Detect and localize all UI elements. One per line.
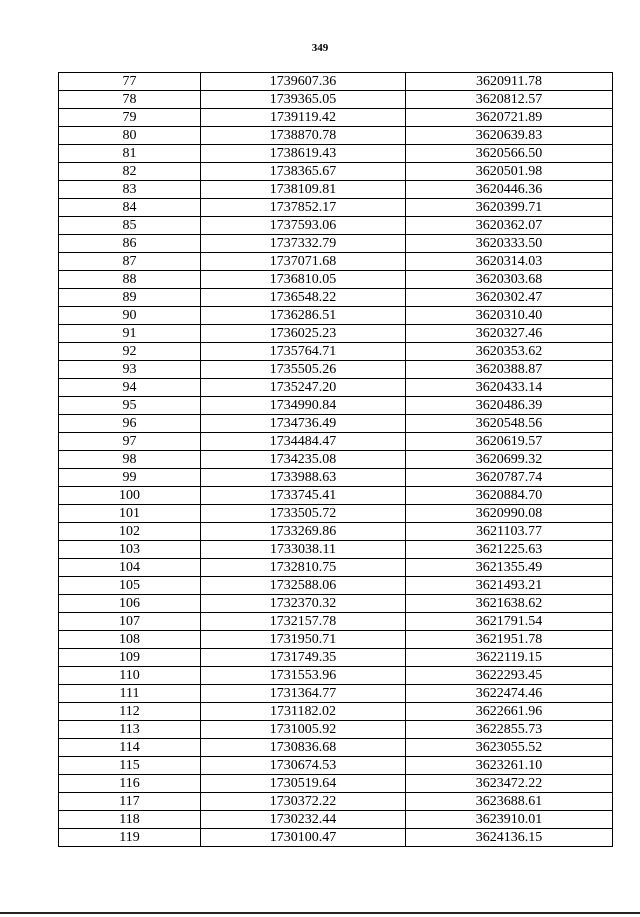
- point-number-cell: 114: [59, 739, 201, 757]
- table-row: [59, 181, 613, 199]
- point-number-cell: 80: [59, 127, 201, 145]
- y-coordinate-cell: 3620486.39: [406, 397, 613, 415]
- table-row: [59, 379, 613, 397]
- table-row: [59, 271, 613, 289]
- x-coordinate-cell: 1734484.47: [201, 433, 406, 451]
- point-number-cell: 116: [59, 775, 201, 793]
- point-number-cell: 113: [59, 721, 201, 739]
- point-number-cell: 81: [59, 145, 201, 163]
- table-row: [59, 253, 613, 271]
- table-row: [59, 145, 613, 163]
- y-coordinate-cell: 3621493.21: [406, 577, 613, 595]
- table-row: [59, 289, 613, 307]
- y-coordinate-cell: 3623910.01: [406, 811, 613, 829]
- table-row: [59, 235, 613, 253]
- y-coordinate-cell: 3621103.77: [406, 523, 613, 541]
- point-number-cell: 78: [59, 91, 201, 109]
- table-row: [59, 217, 613, 235]
- point-number-cell: 79: [59, 109, 201, 127]
- x-coordinate-cell: 1733745.41: [201, 487, 406, 505]
- y-coordinate-cell: 3620353.62: [406, 343, 613, 361]
- x-coordinate-cell: 1737593.06: [201, 217, 406, 235]
- table-row: [59, 397, 613, 415]
- y-coordinate-cell: 3621225.63: [406, 541, 613, 559]
- x-coordinate-cell: 1738619.43: [201, 145, 406, 163]
- y-coordinate-cell: 3620787.74: [406, 469, 613, 487]
- x-coordinate-cell: 1736025.23: [201, 325, 406, 343]
- table-row: [59, 685, 613, 703]
- point-number-cell: 110: [59, 667, 201, 685]
- point-number-cell: 102: [59, 523, 201, 541]
- x-coordinate-cell: 1735764.71: [201, 343, 406, 361]
- y-coordinate-cell: 3620639.83: [406, 127, 613, 145]
- y-coordinate-cell: 3622293.45: [406, 667, 613, 685]
- table-row: [59, 109, 613, 127]
- y-coordinate-cell: 3620884.70: [406, 487, 613, 505]
- y-coordinate-cell: 3623688.61: [406, 793, 613, 811]
- table-row: [59, 73, 613, 91]
- point-number-cell: 77: [59, 73, 201, 91]
- point-number-cell: 83: [59, 181, 201, 199]
- x-coordinate-cell: 1731182.02: [201, 703, 406, 721]
- x-coordinate-cell: 1733038.11: [201, 541, 406, 559]
- point-number-cell: 105: [59, 577, 201, 595]
- table-row: [59, 703, 613, 721]
- y-coordinate-cell: 3620548.56: [406, 415, 613, 433]
- table-row: [59, 163, 613, 181]
- point-number-cell: 107: [59, 613, 201, 631]
- y-coordinate-cell: 3623261.10: [406, 757, 613, 775]
- table-row: [59, 487, 613, 505]
- point-number-cell: 111: [59, 685, 201, 703]
- point-number-cell: 117: [59, 793, 201, 811]
- y-coordinate-cell: 3620721.89: [406, 109, 613, 127]
- y-coordinate-cell: 3620566.50: [406, 145, 613, 163]
- table-row: [59, 505, 613, 523]
- x-coordinate-cell: 1739365.05: [201, 91, 406, 109]
- point-number-cell: 101: [59, 505, 201, 523]
- y-coordinate-cell: 3620303.68: [406, 271, 613, 289]
- point-number-cell: 91: [59, 325, 201, 343]
- y-coordinate-cell: 3620911.78: [406, 73, 613, 91]
- x-coordinate-cell: 1730519.64: [201, 775, 406, 793]
- y-coordinate-cell: 3620812.57: [406, 91, 613, 109]
- x-coordinate-cell: 1737071.68: [201, 253, 406, 271]
- table-row: [59, 451, 613, 469]
- table-row: [59, 595, 613, 613]
- page-bottom-rule: [0, 912, 640, 914]
- x-coordinate-cell: 1736548.22: [201, 289, 406, 307]
- point-number-cell: 88: [59, 271, 201, 289]
- x-coordinate-cell: 1733988.63: [201, 469, 406, 487]
- table-row: [59, 811, 613, 829]
- y-coordinate-cell: 3620310.40: [406, 307, 613, 325]
- x-coordinate-cell: 1731950.71: [201, 631, 406, 649]
- point-number-cell: 92: [59, 343, 201, 361]
- x-coordinate-cell: 1736810.05: [201, 271, 406, 289]
- table-row: [59, 433, 613, 451]
- point-number-cell: 87: [59, 253, 201, 271]
- table-row: [59, 415, 613, 433]
- x-coordinate-cell: 1731749.35: [201, 649, 406, 667]
- point-number-cell: 103: [59, 541, 201, 559]
- x-coordinate-cell: 1736286.51: [201, 307, 406, 325]
- x-coordinate-cell: 1730836.68: [201, 739, 406, 757]
- y-coordinate-cell: 3620446.36: [406, 181, 613, 199]
- x-coordinate-cell: 1734235.08: [201, 451, 406, 469]
- x-coordinate-cell: 1733269.86: [201, 523, 406, 541]
- x-coordinate-cell: 1738870.78: [201, 127, 406, 145]
- table-row: [59, 739, 613, 757]
- point-number-cell: 86: [59, 235, 201, 253]
- table-row: [59, 631, 613, 649]
- x-coordinate-cell: 1739607.36: [201, 73, 406, 91]
- point-number-cell: 104: [59, 559, 201, 577]
- x-coordinate-cell: 1734736.49: [201, 415, 406, 433]
- point-number-cell: 119: [59, 829, 201, 847]
- point-number-cell: 84: [59, 199, 201, 217]
- x-coordinate-cell: 1732370.32: [201, 595, 406, 613]
- table-row: [59, 775, 613, 793]
- x-coordinate-cell: 1732588.06: [201, 577, 406, 595]
- point-number-cell: 90: [59, 307, 201, 325]
- y-coordinate-cell: 3620399.71: [406, 199, 613, 217]
- y-coordinate-cell: 3620362.07: [406, 217, 613, 235]
- table-row: [59, 469, 613, 487]
- x-coordinate-cell: 1730674.53: [201, 757, 406, 775]
- y-coordinate-cell: 3621791.54: [406, 613, 613, 631]
- y-coordinate-cell: 3620333.50: [406, 235, 613, 253]
- table-row: [59, 649, 613, 667]
- point-number-cell: 115: [59, 757, 201, 775]
- y-coordinate-cell: 3620302.47: [406, 289, 613, 307]
- x-coordinate-cell: 1738365.67: [201, 163, 406, 181]
- coordinate-table: [58, 72, 613, 847]
- point-number-cell: 85: [59, 217, 201, 235]
- y-coordinate-cell: 3621355.49: [406, 559, 613, 577]
- x-coordinate-cell: 1735247.20: [201, 379, 406, 397]
- table-row: [59, 127, 613, 145]
- table-row: [59, 199, 613, 217]
- point-number-cell: 108: [59, 631, 201, 649]
- point-number-cell: 98: [59, 451, 201, 469]
- y-coordinate-cell: 3622855.73: [406, 721, 613, 739]
- x-coordinate-cell: 1735505.26: [201, 361, 406, 379]
- x-coordinate-cell: 1732157.78: [201, 613, 406, 631]
- y-coordinate-cell: 3622661.96: [406, 703, 613, 721]
- y-coordinate-cell: 3622474.46: [406, 685, 613, 703]
- x-coordinate-cell: 1730232.44: [201, 811, 406, 829]
- y-coordinate-cell: 3620314.03: [406, 253, 613, 271]
- table-row: [59, 577, 613, 595]
- table-row: [59, 613, 613, 631]
- table-row: [59, 307, 613, 325]
- page-number: 349: [311, 42, 329, 54]
- table-row: [59, 829, 613, 847]
- point-number-cell: 100: [59, 487, 201, 505]
- x-coordinate-cell: 1731364.77: [201, 685, 406, 703]
- x-coordinate-cell: 1731005.92: [201, 721, 406, 739]
- table-row: [59, 559, 613, 577]
- point-number-cell: 109: [59, 649, 201, 667]
- table-row: [59, 361, 613, 379]
- point-number-cell: 118: [59, 811, 201, 829]
- point-number-cell: 89: [59, 289, 201, 307]
- table-row: [59, 523, 613, 541]
- y-coordinate-cell: 3621951.78: [406, 631, 613, 649]
- x-coordinate-cell: 1730372.22: [201, 793, 406, 811]
- y-coordinate-cell: 3621638.62: [406, 595, 613, 613]
- y-coordinate-cell: 3620990.08: [406, 505, 613, 523]
- y-coordinate-cell: 3620433.14: [406, 379, 613, 397]
- x-coordinate-cell: 1733505.72: [201, 505, 406, 523]
- y-coordinate-cell: 3622119.15: [406, 649, 613, 667]
- y-coordinate-cell: 3623055.52: [406, 739, 613, 757]
- coordinate-table-container: [58, 72, 611, 847]
- y-coordinate-cell: 3623472.22: [406, 775, 613, 793]
- point-number-cell: 82: [59, 163, 201, 181]
- x-coordinate-cell: 1737852.17: [201, 199, 406, 217]
- y-coordinate-cell: 3620699.32: [406, 451, 613, 469]
- y-coordinate-cell: 3620501.98: [406, 163, 613, 181]
- x-coordinate-cell: 1731553.96: [201, 667, 406, 685]
- y-coordinate-cell: 3624136.15: [406, 829, 613, 847]
- table-row: [59, 793, 613, 811]
- point-number-cell: 95: [59, 397, 201, 415]
- table-row: [59, 343, 613, 361]
- point-number-cell: 96: [59, 415, 201, 433]
- x-coordinate-cell: 1739119.42: [201, 109, 406, 127]
- point-number-cell: 99: [59, 469, 201, 487]
- point-number-cell: 112: [59, 703, 201, 721]
- x-coordinate-cell: 1730100.47: [201, 829, 406, 847]
- x-coordinate-cell: 1732810.75: [201, 559, 406, 577]
- y-coordinate-cell: 3620619.57: [406, 433, 613, 451]
- x-coordinate-cell: 1737332.79: [201, 235, 406, 253]
- x-coordinate-cell: 1734990.84: [201, 397, 406, 415]
- point-number-cell: 97: [59, 433, 201, 451]
- point-number-cell: 94: [59, 379, 201, 397]
- x-coordinate-cell: 1738109.81: [201, 181, 406, 199]
- table-row: [59, 325, 613, 343]
- table-row: [59, 757, 613, 775]
- table-row: [59, 91, 613, 109]
- table-row: [59, 721, 613, 739]
- coordinate-table-body: [59, 73, 613, 847]
- y-coordinate-cell: 3620388.87: [406, 361, 613, 379]
- table-row: [59, 667, 613, 685]
- y-coordinate-cell: 3620327.46: [406, 325, 613, 343]
- table-row: [59, 541, 613, 559]
- point-number-cell: 93: [59, 361, 201, 379]
- point-number-cell: 106: [59, 595, 201, 613]
